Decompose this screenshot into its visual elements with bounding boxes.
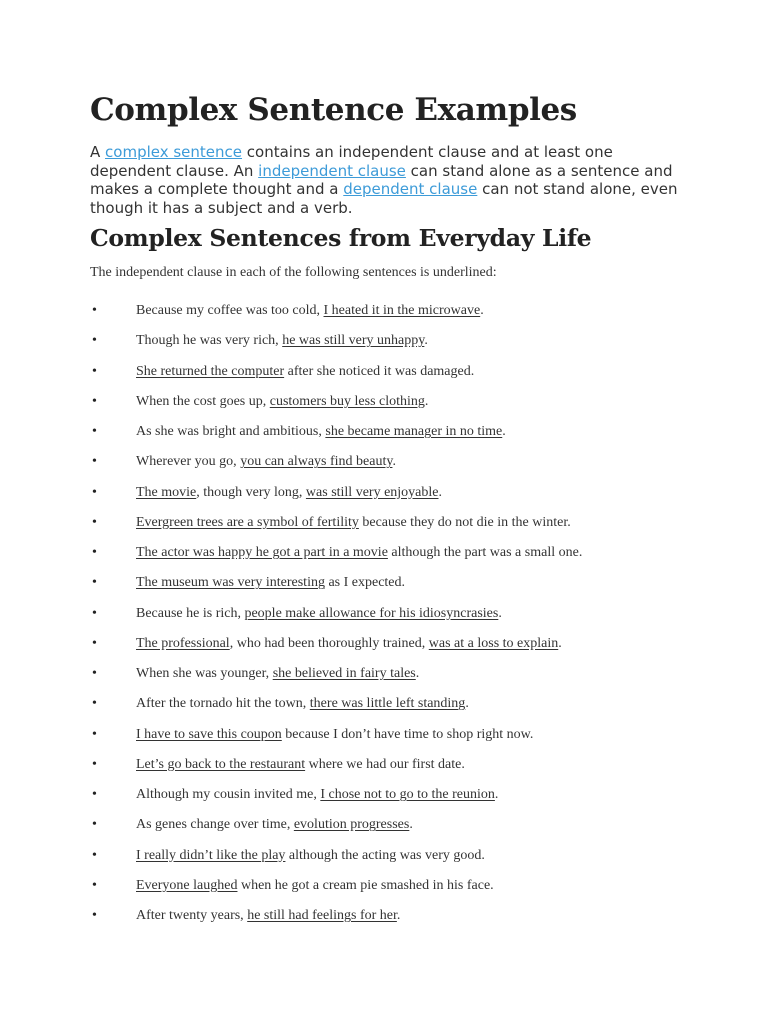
sentence-fragment: .	[409, 817, 413, 833]
sentence-text	[136, 511, 571, 535]
sentence-fragment: although the part was a small one.	[387, 545, 583, 560]
bullet-icon: •	[92, 545, 97, 560]
bullet-icon: •	[92, 424, 97, 439]
list-item	[0, 874, 768, 904]
list-item	[0, 299, 768, 329]
bullet-icon: •	[92, 393, 97, 409]
sentence-fragment: .	[480, 303, 484, 318]
independent-clause: Everyone laughed	[136, 877, 238, 893]
sentence-text	[136, 329, 428, 353]
sentence-text	[136, 390, 428, 414]
independent-clause: was at a loss to explain	[428, 635, 559, 651]
independent-clause: you can always find beauty	[240, 454, 393, 470]
bullet-icon: •	[92, 726, 97, 742]
sentence-fragment: Because he is rich,	[136, 605, 245, 621]
sentence-text	[136, 692, 469, 716]
sentence-text	[136, 753, 465, 777]
sentence-fragment: .	[392, 454, 396, 470]
sentence-text	[136, 299, 484, 323]
list-item	[0, 662, 768, 692]
sentence-fragment: although the acting was very good.	[285, 847, 485, 863]
bullet-icon: •	[92, 454, 97, 470]
sentence-fragment: .	[502, 424, 506, 439]
independent-clause: people make allowance for his idiosyncrasies	[244, 605, 499, 621]
independent-clause: I have to save this coupon	[136, 726, 282, 742]
independent-clause: evolution progresses	[293, 817, 410, 833]
sentence-fragment: after she noticed it was damaged.	[284, 363, 475, 379]
sentence-text	[136, 783, 498, 807]
list-item	[0, 420, 768, 450]
sentence-fragment: When the cost goes up,	[136, 393, 270, 409]
sentence-text	[136, 904, 400, 928]
sentence-fragment: .	[498, 605, 502, 621]
bullet-icon: •	[92, 908, 97, 923]
sentence-fragment: When she was younger,	[136, 666, 273, 681]
sentence-fragment: .	[465, 696, 469, 712]
list-item	[0, 450, 768, 480]
bullet-icon: •	[92, 877, 97, 893]
sentence-text	[136, 874, 494, 898]
independent-clause: there was little left standing	[309, 696, 466, 712]
bullet-icon: •	[92, 847, 97, 863]
sentence-fragment: because I don’t have time to shop right now.	[281, 726, 534, 742]
bullet-icon: •	[92, 696, 97, 712]
sentence-fragment: when he got a cream pie smashed in his face.	[237, 877, 494, 893]
bullet-icon: •	[92, 787, 97, 802]
independent-clause: was still very enjoyable	[305, 484, 439, 500]
sentence-fragment: .	[415, 666, 420, 681]
independent-clause: customers buy less clothing	[269, 393, 425, 409]
independent-clause: I chose not to go to the reunion	[320, 787, 495, 802]
sentence-fragment: Wherever you go,	[136, 454, 241, 470]
sentence-fragment: .	[438, 484, 442, 500]
sentence-fragment: .	[424, 393, 429, 409]
complex-sentence-link[interactable]: complex sentence	[105, 143, 243, 161]
independent-clause: The movie	[136, 484, 197, 500]
sentence-fragment: , who had been thoroughly trained,	[229, 635, 429, 651]
list-item	[0, 723, 768, 753]
intro-text: contains an independent clause and at least one dependent clause. An	[90, 143, 613, 180]
independent-clause: she became manager in no time	[325, 424, 503, 439]
bullet-icon: •	[92, 817, 97, 833]
sentence-fragment: Although my cousin invited me,	[136, 787, 321, 802]
list-item	[0, 511, 768, 541]
list-item	[0, 481, 768, 511]
sentence-fragment: After the tornado hit the town,	[136, 696, 310, 712]
sentence-text	[136, 571, 405, 595]
sentence-text	[136, 420, 506, 444]
list-item	[0, 844, 768, 874]
independent-clause-link[interactable]: independent clause	[258, 161, 406, 180]
sentence-fragment: As genes change over time,	[136, 817, 294, 833]
sentence-fragment: , though very long,	[196, 484, 306, 500]
list-item	[0, 390, 768, 420]
independent-clause: The museum was very interesting	[136, 575, 325, 591]
list-item	[0, 753, 768, 783]
list-item	[0, 813, 768, 843]
independent-clause: I really didn’t like the play	[136, 847, 286, 863]
independent-clause: he was still very unhappy	[282, 333, 425, 349]
bullet-icon: •	[92, 363, 97, 379]
independent-clause: The actor was happy he got a part in a movie	[136, 545, 388, 560]
bullet-icon: •	[92, 756, 97, 772]
page-title: Complex Sentence Examples	[90, 92, 577, 128]
list-item	[0, 602, 768, 632]
list-item	[0, 783, 768, 813]
bullet-icon: •	[92, 605, 97, 621]
bullet-icon: •	[92, 575, 97, 591]
sentence-fragment: Though he was very rich,	[136, 333, 283, 349]
sentence-text	[136, 844, 485, 868]
independent-clause: Let’s go back to the restaurant	[136, 756, 306, 772]
independent-clause: I heated it in the microwave	[323, 303, 481, 318]
sentence-text	[136, 602, 502, 626]
list-item	[0, 571, 768, 601]
list-item	[0, 541, 768, 571]
list-item	[0, 329, 768, 359]
intro-text: can stand alone as a sentence and makes a complete thought and a	[90, 161, 673, 198]
sentence-fragment: .	[424, 333, 428, 349]
bullet-icon: •	[92, 514, 97, 530]
bullet-icon: •	[92, 635, 97, 651]
sentence-text	[136, 723, 533, 747]
sentence-fragment: as I expected.	[324, 575, 406, 591]
independent-clause: She returned the computer	[136, 363, 285, 379]
sentence-text	[136, 450, 396, 474]
sentence-fragment: .	[558, 635, 562, 651]
sentence-fragment: As she was bright and ambitious,	[136, 424, 326, 439]
independent-clause: The professional	[136, 635, 230, 651]
dependent-clause-link[interactable]: dependent clause	[343, 180, 478, 198]
bullet-icon: •	[92, 333, 97, 349]
sentence-text	[136, 541, 582, 565]
independent-clause: Evergreen trees are a symbol of fertility	[136, 514, 359, 530]
sentence-fragment: where we had our first date.	[305, 756, 465, 772]
sentence-fragment: .	[494, 787, 499, 802]
section-lead: The independent clause in each of the following sentences is underlined:	[90, 265, 497, 280]
independent-clause: she believed in fairy tales	[272, 666, 416, 681]
bullet-icon: •	[92, 484, 97, 500]
sentence-text	[136, 813, 413, 837]
independent-clause: he still had feelings for her	[247, 908, 397, 923]
list-item	[0, 904, 768, 934]
sentence-fragment: .	[396, 908, 401, 923]
section-heading: Complex Sentences from Everyday Life	[90, 224, 592, 252]
sentence-fragment: because they do not die in the winter.	[358, 514, 571, 530]
intro-text: A	[90, 143, 106, 161]
sentence-fragment: After twenty years,	[136, 908, 248, 923]
sentence-text	[136, 481, 442, 505]
list-item	[0, 692, 768, 722]
intro-text: can not stand alone, even though it has a subject and a verb.	[90, 180, 678, 217]
examples-list	[0, 299, 768, 934]
sentence-text	[136, 662, 419, 686]
sentence-text	[136, 360, 474, 384]
bullet-icon: •	[92, 303, 97, 318]
intro-paragraph	[90, 143, 690, 217]
sentence-fragment: Because my coffee was too cold,	[136, 303, 324, 318]
bullet-icon: •	[92, 666, 97, 681]
sentence-text	[136, 632, 562, 656]
list-item	[0, 632, 768, 662]
list-item	[0, 360, 768, 390]
